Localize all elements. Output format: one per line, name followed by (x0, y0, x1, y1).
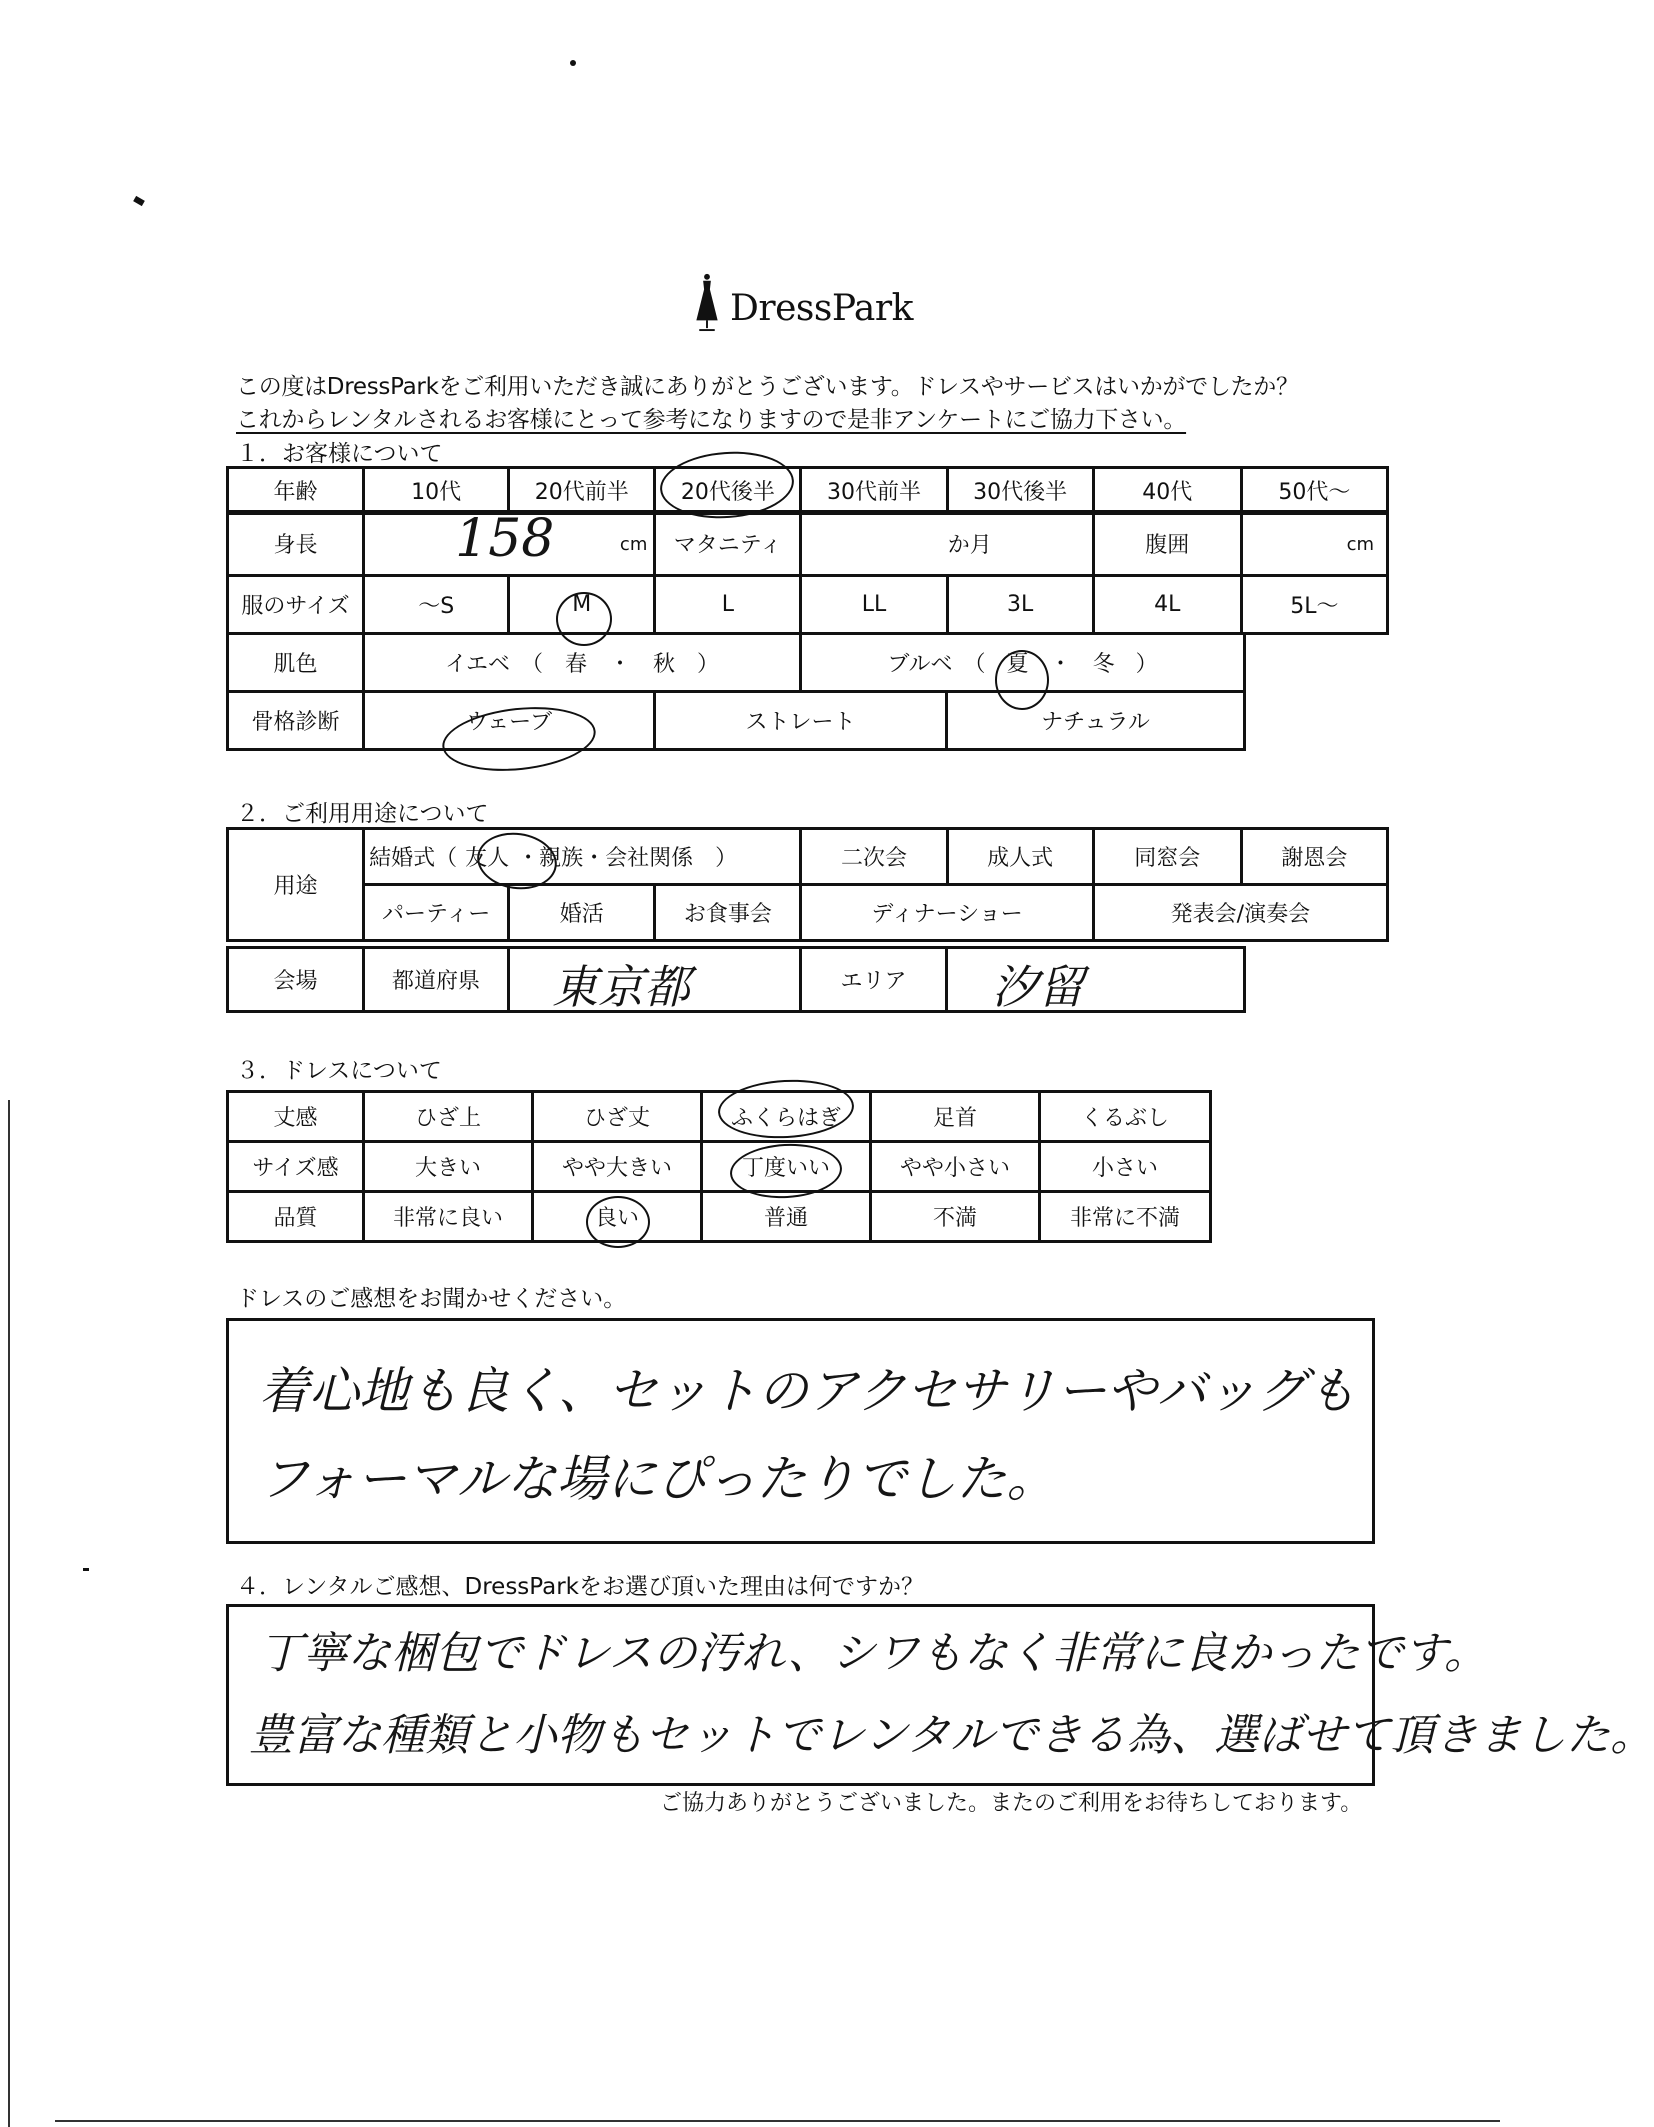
age-option[interactable]: 30代後半 (947, 468, 1093, 514)
purpose-option[interactable]: お食事会 (655, 885, 801, 941)
purpose-row-2 (228, 885, 1388, 941)
size-option[interactable]: ～S (364, 576, 509, 634)
prefecture-field[interactable] (509, 948, 801, 1012)
purpose-option[interactable]: パーティー (364, 885, 509, 941)
reason-line: 丁寧な梱包でドレスの汚れ、シワもなく非常に良かったです。 (259, 1628, 1488, 1679)
dress-size-option[interactable]: 小さい (1040, 1142, 1211, 1192)
frame-option-selected[interactable]: ウェーブ (364, 692, 655, 750)
dress-length-option[interactable]: ひざ丈 (533, 1092, 702, 1142)
skin-label: 肌色 (228, 634, 364, 692)
dress-quality-label: 品質 (228, 1192, 364, 1242)
dress-length-option[interactable]: くるぶし (1040, 1092, 1211, 1142)
height-table (226, 510, 1389, 577)
area-label: エリア (801, 948, 947, 1012)
impression-line: フォーマルな場にぴったりでした。 (259, 1450, 1057, 1508)
prefecture-value: 東京都 (552, 960, 690, 1014)
frame-label: 骨格診断 (228, 692, 364, 750)
purpose-option[interactable]: 婚活 (509, 885, 655, 941)
height-unit: cm (619, 534, 648, 555)
venue-label: 会場 (228, 948, 364, 1012)
intro-line-1: この度はDressParkをご利用いただき誠にありがとうございます。ドレスやサービスはいかがでしたか？ (236, 374, 1299, 400)
months-unit: か月 (947, 533, 992, 558)
purpose-table (226, 827, 1389, 942)
size-option[interactable]: 3L (947, 576, 1093, 634)
waist-label: 腹囲 (1093, 512, 1241, 576)
waist-unit: cm (1346, 534, 1374, 555)
reason-line: 豊富な種類と小物もセットでレンタルできる為、選ばせて頂きました。 (249, 1710, 1654, 1761)
dress-size-option[interactable]: やや大きい (533, 1142, 702, 1192)
area-field[interactable] (947, 948, 1245, 1012)
scan-edge-line (8, 1100, 10, 2127)
height-field[interactable] (364, 509, 655, 576)
dress-mannequin-icon (690, 272, 724, 332)
wedding-option[interactable] (364, 829, 801, 885)
dress-quality-option[interactable]: 非常に不満 (1040, 1192, 1211, 1242)
age-option[interactable]: 20代前半 (509, 468, 655, 514)
size-option[interactable]: 5L～ (1241, 576, 1387, 634)
age-option[interactable]: 50代～ (1241, 468, 1387, 514)
frame-option[interactable]: ストレート (655, 692, 947, 750)
age-option[interactable]: 10代 (364, 468, 509, 514)
size-option[interactable]: 4L (1093, 576, 1241, 634)
wedding-rest: ・親族・会社関係 ） (517, 846, 738, 871)
skin-blue-sep: ・ (1049, 652, 1072, 677)
size-option-selected[interactable]: M (509, 576, 655, 634)
frame-table (226, 690, 1246, 751)
dress-quality-option[interactable]: 不満 (871, 1192, 1040, 1242)
reason-box[interactable] (226, 1604, 1654, 1786)
brand-logo-text: DressPark (730, 288, 913, 329)
frame-option[interactable]: ナチュラル (947, 692, 1245, 750)
maternity-field[interactable] (801, 512, 1093, 576)
skin-blue-suffix: ） (1135, 652, 1158, 677)
scan-speck (570, 60, 576, 66)
intro-line-2: これからレンタルされるお客様にとって参考になりますので是非アンケートにご協力下さい。 (236, 407, 1187, 433)
dress-length-label: 丈感 (228, 1092, 364, 1142)
height-row (228, 512, 1388, 576)
scan-speck (83, 1568, 89, 1571)
section-2-title: ２．ご利用用途について (236, 801, 489, 827)
age-label: 年齢 (228, 468, 364, 514)
frame-row (228, 692, 1245, 750)
dress-length-option[interactable]: 足首 (871, 1092, 1040, 1142)
footer-thanks: ご協力ありがとうございました。またのご利用をお待ちしております。 (660, 1791, 1363, 1816)
impression-box[interactable] (226, 1318, 1375, 1544)
age-option-selected[interactable]: 20代後半 (655, 468, 801, 514)
size-table (226, 574, 1389, 635)
venue-table (226, 946, 1246, 1013)
dress-length-option-selected[interactable]: ふくらはぎ (702, 1092, 871, 1142)
size-option[interactable]: LL (801, 576, 947, 634)
purpose-option[interactable]: 同窓会 (1093, 829, 1241, 885)
purpose-option[interactable]: 謝恩会 (1241, 829, 1387, 885)
section-4-title: ４．レンタルご感想、DressParkをお選び頂いた理由は何ですか？ (236, 1574, 924, 1600)
venue-row (228, 948, 1245, 1012)
skin-blue-summer[interactable]: 夏 (1006, 652, 1029, 677)
dress-quality-option[interactable]: 非常に良い (364, 1192, 533, 1242)
dress-size-label: サイズ感 (228, 1142, 364, 1192)
size-label: 服のサイズ (228, 576, 364, 634)
size-row (228, 576, 1388, 634)
dress-size-option-selected[interactable]: 丁度いい (702, 1142, 871, 1192)
skin-blue-option[interactable] (801, 634, 1245, 692)
wedding-friend-option[interactable]: 友人 (465, 846, 510, 871)
dress-quality-option-selected[interactable]: 良い (533, 1192, 702, 1242)
skin-yellow-option[interactable]: イエベ （ 春 ・ 秋 ） (364, 634, 801, 692)
dress-length-option[interactable]: ひざ上 (364, 1092, 533, 1142)
age-option[interactable]: 30代前半 (801, 468, 947, 514)
wedding-prefix: 結婚式（ (369, 846, 458, 871)
dress-quality-option[interactable]: 普通 (702, 1192, 871, 1242)
size-option[interactable]: L (655, 576, 801, 634)
skin-blue-prefix: ブルベ （ (887, 652, 986, 677)
customer-table (226, 466, 1389, 515)
height-value: 158 (455, 509, 555, 569)
purpose-option[interactable]: ディナーショー (801, 885, 1093, 941)
purpose-option[interactable]: 発表会/演奏会 (1093, 885, 1387, 941)
purpose-option[interactable]: 二次会 (801, 829, 947, 885)
scan-speck (133, 196, 145, 206)
purpose-row-1 (228, 829, 1388, 885)
dress-size-row (228, 1142, 1211, 1192)
skin-row (228, 634, 1245, 692)
dress-table (226, 1090, 1212, 1243)
age-option[interactable]: 40代 (1093, 468, 1241, 514)
scan-edge-line (55, 2120, 1500, 2122)
impression-prompt: ドレスのご感想をお聞かせください。 (236, 1286, 627, 1312)
purpose-label: 用途 (228, 829, 364, 941)
dress-quality-row (228, 1192, 1211, 1242)
maternity-label: マタニティ (655, 512, 801, 576)
skin-blue-winter[interactable]: 冬 (1092, 652, 1115, 677)
section-1-title: １．お客様について (236, 441, 443, 467)
skin-table (226, 632, 1246, 693)
age-row (228, 468, 1388, 514)
dress-size-option[interactable]: やや小さい (871, 1142, 1040, 1192)
waist-field[interactable] (1241, 512, 1387, 576)
prefecture-label: 都道府県 (364, 948, 509, 1012)
area-value: 汐留 (992, 960, 1084, 1014)
section-3-title: ３．ドレスについて (236, 1058, 442, 1084)
purpose-option[interactable]: 成人式 (947, 829, 1093, 885)
height-label: 身長 (228, 512, 364, 576)
dress-size-option[interactable]: 大きい (364, 1142, 533, 1192)
dress-length-row (228, 1092, 1211, 1142)
impression-line: 着心地も良く、セットのアクセサリーやバッグも (259, 1362, 1357, 1420)
